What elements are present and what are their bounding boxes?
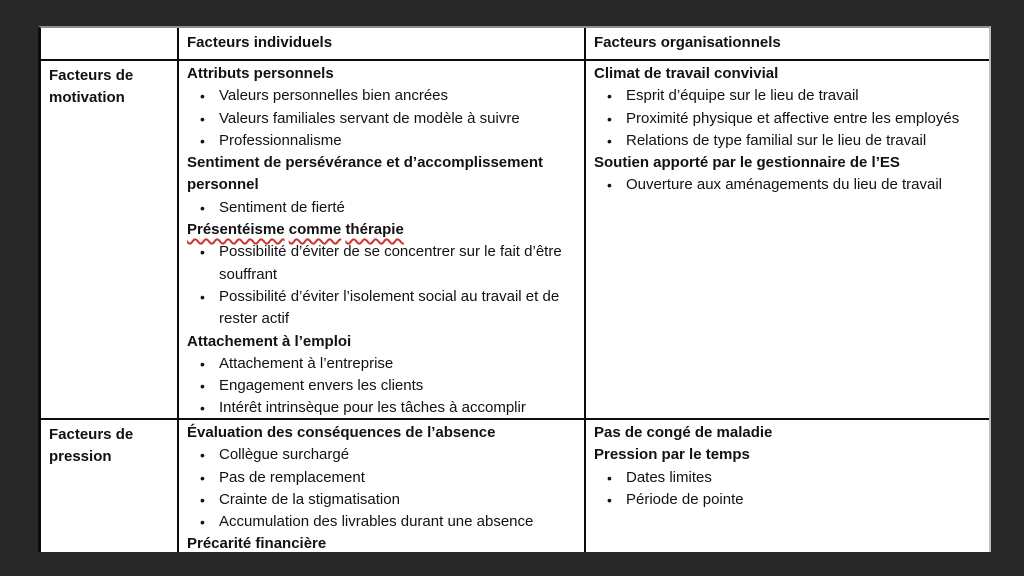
cell-subheading bbox=[187, 219, 578, 241]
bullet-item bbox=[187, 241, 578, 286]
bullet-icon: • bbox=[200, 110, 205, 127]
bullet-icon: • bbox=[200, 355, 205, 372]
bullet-item bbox=[187, 108, 578, 130]
bullet-item bbox=[187, 444, 578, 466]
bullet-icon: • bbox=[607, 132, 612, 149]
bullet-item bbox=[187, 85, 578, 107]
cell-motivation-individuels bbox=[179, 61, 584, 418]
bullet-icon: • bbox=[200, 244, 205, 261]
bullet-item bbox=[594, 467, 983, 489]
factors-table-grid bbox=[41, 28, 989, 552]
bullet-icon: • bbox=[607, 110, 612, 127]
bullet-icon: • bbox=[200, 199, 205, 216]
bullet-text: Attachement à l’entreprise bbox=[219, 354, 394, 372]
bullet-item bbox=[594, 108, 983, 130]
misspelled-word: comme bbox=[288, 221, 342, 239]
row-label-facteurs-de-motivation: Facteurs de motivation bbox=[41, 61, 177, 418]
bullet-icon: • bbox=[607, 88, 612, 105]
cell-pression-individuels bbox=[179, 420, 584, 552]
bullet-text: Proximité physique et affective entre les employés bbox=[626, 109, 960, 127]
bullet-icon: • bbox=[200, 491, 205, 508]
bullet-text: Professionnalisme bbox=[219, 131, 342, 149]
bullet-item bbox=[594, 174, 983, 196]
bullet-item bbox=[187, 467, 578, 489]
row-label-facteurs-de-pression: Facteurs de pression bbox=[41, 420, 177, 552]
bullet-icon: • bbox=[607, 469, 612, 486]
bullet-icon: • bbox=[607, 177, 612, 194]
cell-subheading: Sentiment de persévérance et d’accomplissement personnel bbox=[187, 154, 543, 194]
bullet-item bbox=[594, 85, 983, 107]
cell-subheading: Attributs personnels bbox=[187, 65, 334, 82]
misspelled-word: thérapie bbox=[345, 221, 404, 239]
factors-table bbox=[38, 26, 991, 552]
cell-subheading: Évaluation des conséquences de l’absence bbox=[187, 424, 496, 441]
bullet-icon: • bbox=[200, 132, 205, 149]
cell-subheading: Soutien apporté par le gestionnaire de l’ES bbox=[594, 154, 900, 172]
bullet-item bbox=[187, 489, 578, 511]
header-cell-facteurs-organisationnels: Facteurs organisationnels bbox=[586, 28, 989, 59]
bullet-text: Possibilité d’éviter de se concentrer sur le fait d’être souffrant bbox=[219, 243, 562, 283]
bullet-item bbox=[187, 375, 578, 397]
cell-subheading: Pas de congé de maladie bbox=[594, 424, 773, 441]
bullet-text: Dates limites bbox=[626, 468, 712, 486]
bullet-icon: • bbox=[200, 469, 205, 486]
bullet-text: Esprit d’équipe sur le lieu de travail bbox=[626, 87, 859, 105]
bullet-text: Relations de type familial sur le lieu de travail bbox=[626, 131, 927, 149]
bullet-item bbox=[594, 489, 983, 511]
bullet-text: Valeurs personnelles bien ancrées bbox=[219, 87, 449, 105]
cell-subheading: Précarité financière bbox=[187, 535, 327, 552]
cell-motivation-organisationnels bbox=[586, 61, 989, 418]
cell-subheading: Attachement à l’emploi bbox=[187, 332, 352, 350]
bullet-icon: • bbox=[200, 400, 205, 417]
bullet-item bbox=[187, 197, 578, 219]
header-cell-facteurs-individuels: Facteurs individuels bbox=[179, 28, 584, 59]
bullet-icon: • bbox=[607, 491, 612, 508]
bullet-icon: • bbox=[200, 447, 205, 464]
bullet-text: Accumulation des livrables durant une absence bbox=[219, 513, 534, 531]
bullet-item bbox=[187, 130, 578, 152]
bullet-text: Ouverture aux aménagements du lieu de travail bbox=[626, 176, 943, 194]
bullet-item bbox=[594, 130, 983, 152]
bullet-text: Engagement envers les clients bbox=[219, 377, 424, 395]
bullet-text: Possibilité d’éviter l’isolement social au travail et de rester actif bbox=[219, 287, 560, 328]
bullet-icon: • bbox=[200, 378, 205, 395]
bullet-text: Valeurs familiales servant de modèle à suivre bbox=[219, 109, 520, 127]
bullet-icon: • bbox=[200, 88, 205, 105]
cell-subheading: Pression par le temps bbox=[594, 446, 750, 464]
cell-subheading: Climat de travail convivial bbox=[594, 65, 779, 82]
bullet-text: Pas de remplacement bbox=[219, 468, 365, 486]
bullet-text: Collègue surchargé bbox=[219, 446, 350, 464]
bullet-text: Sentiment de fierté bbox=[219, 198, 345, 216]
bullet-item bbox=[187, 511, 578, 533]
cell-pression-organisationnels bbox=[586, 420, 989, 552]
bullet-icon: • bbox=[200, 288, 205, 305]
bullet-text: Crainte de la stigmatisation bbox=[219, 490, 400, 508]
bullet-item bbox=[187, 397, 578, 418]
misspelled-word: Présentéisme bbox=[187, 221, 285, 239]
bullet-text: Intérêt intrinsèque pour les tâches à accomplir bbox=[219, 399, 526, 417]
bullet-icon: • bbox=[200, 514, 205, 531]
header-cell-blank bbox=[41, 28, 177, 59]
bullet-item bbox=[187, 353, 578, 375]
bullet-text: Période de pointe bbox=[626, 490, 744, 508]
bullet-item bbox=[187, 286, 578, 331]
